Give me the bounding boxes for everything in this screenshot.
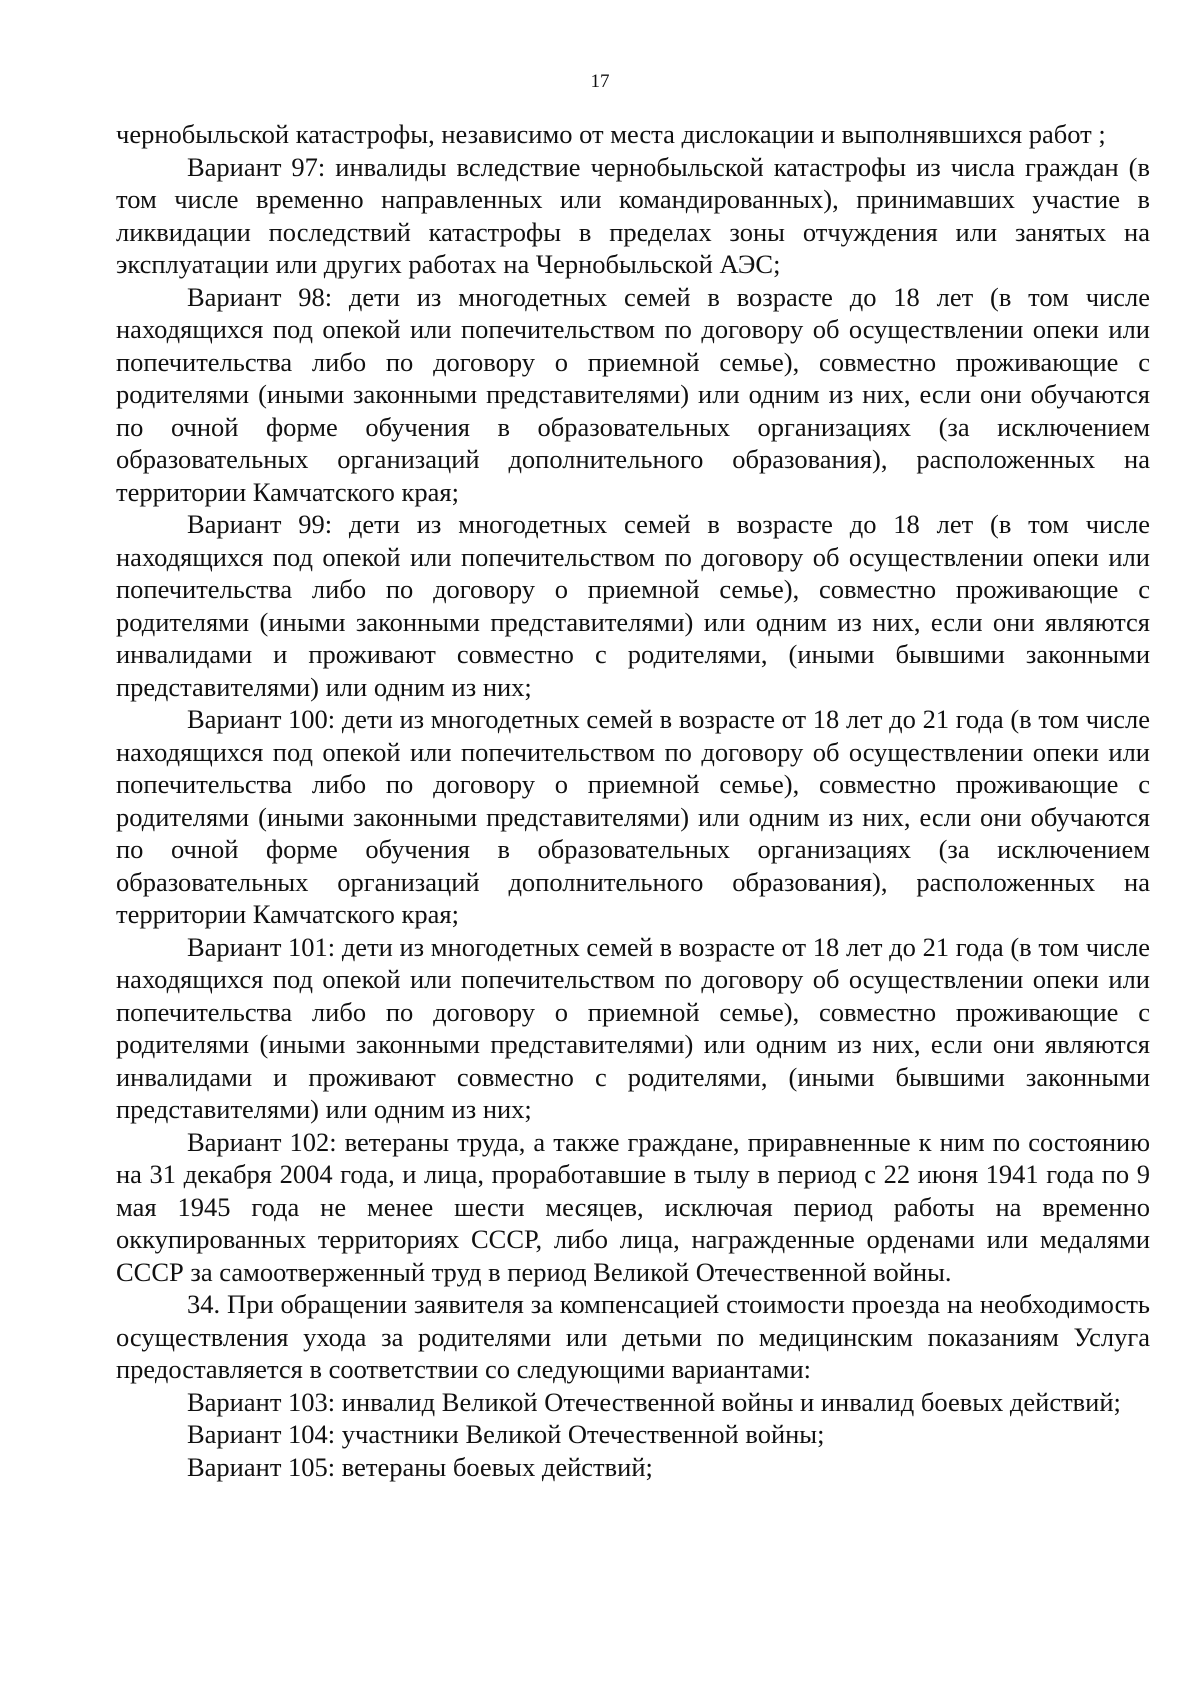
paragraph-variant-104: Вариант 104: участники Великой Отечественной войны; [187, 1419, 825, 1449]
document-body [116, 118, 1150, 1483]
paragraph-variant-98: Вариант 98: дети из многодетных семей в возрасте до 18 лет (в том числе находящихся под опекой или попечительством по договору об осуществлении опеки или попечительства либо по договору о приемной семье), совместно проживающие с родителями (иными законными представителями) или одним из них, если они обучаются по очной форме обучения в образовательных организациях (за исключением образовательных организаций дополнительного образования), расположенных на территории Камчатского края; [116, 281, 1150, 507]
page-number: 17 [590, 71, 610, 92]
paragraph-variant-100: Вариант 100: дети из многодетных семей в возрасте от 18 лет до 21 года (в том числе находящихся под опекой или попечительством по договору об осуществлении опеки или попечительства либо по договору о приемной семье), совместно проживающие с родителями (иными законными представителями) или одним из них, если они обучаются по очной форме обучения в образовательных организациях (за исключением образовательных организаций дополнительного образования), расположенных на территории Камчатского края; [116, 704, 1150, 929]
paragraph-variant-99: Вариант 99: дети из многодетных семей в возрасте до 18 лет (в том числе находящихся под опекой или попечительством по договору об осуществлении опеки или попечительства либо по договору о приемной семье), совместно проживающие с родителями (иными законными представителями) или одним из них, если они являются инвалидами и проживают совместно с родителями, (иными бывшими законными представителями) или одним из них; [116, 509, 1150, 702]
paragraph-variant-97: Вариант 97: инвалиды вследствие чернобыльской катастрофы из числа граждан (в том числе временно направленных или командированных), принимавших участие в ликвидации последствий катастрофы в пределах зоны отчуждения или занятых на эксплуатации или других работах на Чернобыльской АЭС; [116, 151, 1150, 279]
paragraph-continuation: чернобыльской катастрофы, независимо от места дислокации и выполнявшихся работ ; [116, 119, 1106, 149]
paragraph-variant-105: Вариант 105: ветераны боевых действий; [187, 1451, 653, 1482]
paragraph-variant-101: Вариант 101: дети из многодетных семей в возрасте от 18 лет до 21 года (в том числе находящихся под опекой или попечительством по договору об осуществлении опеки или попечительства либо по договору о приемной семье), совместно проживающие с родителями (иными законными представителями) или одним из них, если они являются инвалидами и проживают совместно с родителями, (иными бывшими законными представителями) или одним из них; [116, 931, 1150, 1124]
paragraph-variant-103: Вариант 103: инвалид Великой Отечественной войны и инвалид боевых действий; [187, 1386, 1121, 1417]
paragraph-clause-34: 34. При обращении заявителя за компенсацией стоимости проезда на необходимость осуществления ухода за родителями или детьми по медицинским показаниям Услуга предоставляется в соответствии со следующими вариантами: [116, 1289, 1150, 1384]
paragraph-variant-102: Вариант 102: ветераны труда, а также граждане, приравненные к ним по состоянию на 31 декабря 2004 года, и лица, проработавшие в тылу в период с 22 июня 1941 года по 9 мая 1945 года не менее шести месяцев, исключая период работы на временно оккупированных территориях СССР, либо лица, награжденные орденами или медалями СССР за самоотверженный труд в период Великой Отечественной войны. [116, 1126, 1150, 1287]
